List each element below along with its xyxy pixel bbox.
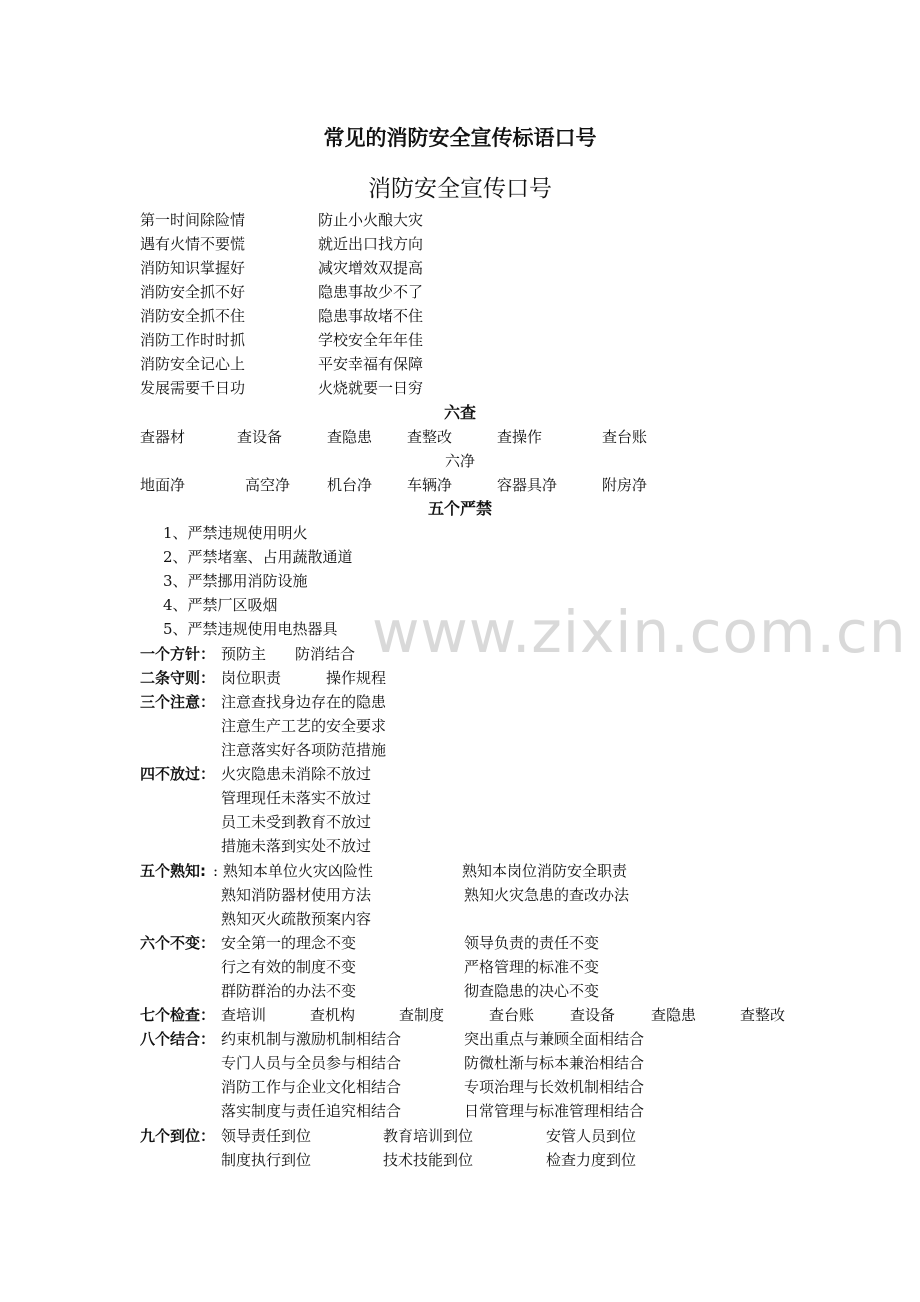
section-item: 落实制度与责任追究相结合 xyxy=(221,1102,402,1120)
section-item: 行之有效的制度不变 xyxy=(221,958,357,976)
slogan-left: 消防安全抓不住 xyxy=(140,307,246,325)
slogan-left: 消防安全记心上 xyxy=(140,355,246,373)
liucha-item: 查设备 xyxy=(237,428,283,446)
section-item: 制度执行到位 xyxy=(221,1151,312,1169)
liujing-item: 高空净 xyxy=(245,476,291,494)
section-label: 三个注意： xyxy=(140,693,216,711)
slogan-left: 消防工作时时抓 xyxy=(140,331,246,349)
section-label: 七个检查： xyxy=(140,1006,216,1024)
section-item: 查台账 xyxy=(489,1006,535,1024)
section-item: 专项治理与长效机制相结合 xyxy=(464,1078,645,1096)
slogan-right: 减灾增效双提高 xyxy=(318,259,424,277)
section-item: 严格管理的标准不变 xyxy=(464,958,600,976)
slogan-right: 平安幸福有保障 xyxy=(318,355,424,373)
slogan-left: 消防安全抓不好 xyxy=(140,283,246,301)
watermark: www.zixin.com.cn xyxy=(372,598,907,666)
section-item: 教育培训到位 xyxy=(383,1127,474,1145)
section-item: 熟知火灾急患的查改办法 xyxy=(464,886,630,904)
section-item: 约束机制与激励机制相结合 xyxy=(221,1030,402,1048)
section-item: 专门人员与全员参与相结合 xyxy=(221,1054,402,1072)
section-label: 九个到位： xyxy=(140,1127,216,1145)
prohibition-item: 5、严禁违规使用电热器具 xyxy=(163,620,338,638)
section-item: 熟知消防器材使用方法 xyxy=(221,886,372,904)
section-item: 安管人员到位 xyxy=(546,1127,637,1145)
liujing-item: 机台净 xyxy=(327,476,373,494)
section-item: 火灾隐患未消除不放过 xyxy=(221,765,372,783)
slogan-left: 第一时间除险情 xyxy=(140,211,246,229)
slogan-right: 火烧就要一日穷 xyxy=(318,379,424,397)
liujing-item: 容器具净 xyxy=(497,476,558,494)
section-item: 查设备 xyxy=(570,1006,616,1024)
liujing-item: 车辆净 xyxy=(407,476,453,494)
section-item: 日常管理与标准管理相结合 xyxy=(464,1102,645,1120)
section-item: 查整改 xyxy=(740,1006,786,1024)
section-item: : 熟知本单位火灾凶险性 xyxy=(213,862,373,880)
section-item: 操作规程 xyxy=(326,669,387,687)
section-item: 员工未受到教育不放过 xyxy=(221,813,372,831)
document-subtitle: 消防安全宣传口号 xyxy=(368,176,552,202)
section-item: 注意查找身边存在的隐患 xyxy=(221,693,387,711)
slogan-right: 学校安全年年佳 xyxy=(318,331,424,349)
prohibition-item: 1、严禁违规使用明火 xyxy=(163,524,308,542)
prohibition-item: 4、严禁厂区吸烟 xyxy=(163,596,278,614)
section-item: 查机构 xyxy=(310,1006,356,1024)
section-label: 六个不变： xyxy=(140,934,216,952)
slogan-left: 遇有火情不要慌 xyxy=(140,235,246,253)
slogan-left: 消防知识掌握好 xyxy=(140,259,246,277)
section-item: 查隐患 xyxy=(651,1006,697,1024)
section-item: 熟知本岗位消防安全职责 xyxy=(462,862,628,880)
section-label: 二条守则： xyxy=(140,669,216,687)
section-item: 熟知灭火疏散预案内容 xyxy=(221,910,372,928)
liucha-item: 查整改 xyxy=(407,428,453,446)
slogan-right: 隐患事故堵不住 xyxy=(318,307,424,325)
liucha-heading: 六查 xyxy=(443,403,476,422)
section-label: 五个熟知: xyxy=(140,862,206,880)
liujing-item: 附房净 xyxy=(602,476,648,494)
section-item: 检查力度到位 xyxy=(546,1151,637,1169)
slogan-right: 防止小火酿大灾 xyxy=(318,211,424,229)
section-item: 注意生产工艺的安全要求 xyxy=(221,717,387,735)
section-item: 消防工作与企业文化相结合 xyxy=(221,1078,402,1096)
liucha-item: 查台账 xyxy=(602,428,648,446)
section-item: 安全第一的理念不变 xyxy=(221,934,357,952)
section-item: 技术技能到位 xyxy=(383,1151,474,1169)
section-label: 八个结合： xyxy=(140,1030,216,1048)
section-item: 注意落实好各项防范措施 xyxy=(221,741,387,759)
section-item: 突出重点与兼顾全面相结合 xyxy=(464,1030,645,1048)
liucha-item: 查操作 xyxy=(497,428,543,446)
section-item: 群防群治的办法不变 xyxy=(221,982,357,1000)
liujing-item: 地面净 xyxy=(140,476,186,494)
slogan-left: 发展需要千日功 xyxy=(140,379,246,397)
slogan-right: 就近出口找方向 xyxy=(318,235,424,253)
wuyanjin-heading: 五个严禁 xyxy=(427,499,492,518)
section-item: 措施未落到实处不放过 xyxy=(221,837,372,855)
section-label: 四不放过： xyxy=(140,765,216,783)
section-item: 查制度 xyxy=(399,1006,445,1024)
section-item: 查培训 xyxy=(221,1006,267,1024)
section-item: 防微杜渐与标本兼治相结合 xyxy=(464,1054,645,1072)
section-label: 一个方针： xyxy=(140,645,216,663)
liucha-item: 查隐患 xyxy=(327,428,373,446)
prohibition-item: 2、严禁堵塞、占用蔬散通道 xyxy=(163,548,353,566)
section-item: 预防主 xyxy=(221,645,267,663)
liucha-item: 查器材 xyxy=(140,428,186,446)
section-item: 岗位职责 xyxy=(221,669,282,687)
document-title: 常见的消防安全宣传标语口号 xyxy=(323,126,597,150)
slogan-right: 隐患事故少不了 xyxy=(318,283,424,301)
section-item: 领导责任到位 xyxy=(221,1127,312,1145)
section-item: 防消结合 xyxy=(295,645,356,663)
prohibition-item: 3、严禁挪用消防设施 xyxy=(163,572,308,590)
liujing-heading: 六净 xyxy=(444,452,475,470)
section-item: 彻查隐患的决心不变 xyxy=(464,982,600,1000)
section-item: 管理现任未落实不放过 xyxy=(221,789,372,807)
section-item: 领导负责的责任不变 xyxy=(464,934,600,952)
